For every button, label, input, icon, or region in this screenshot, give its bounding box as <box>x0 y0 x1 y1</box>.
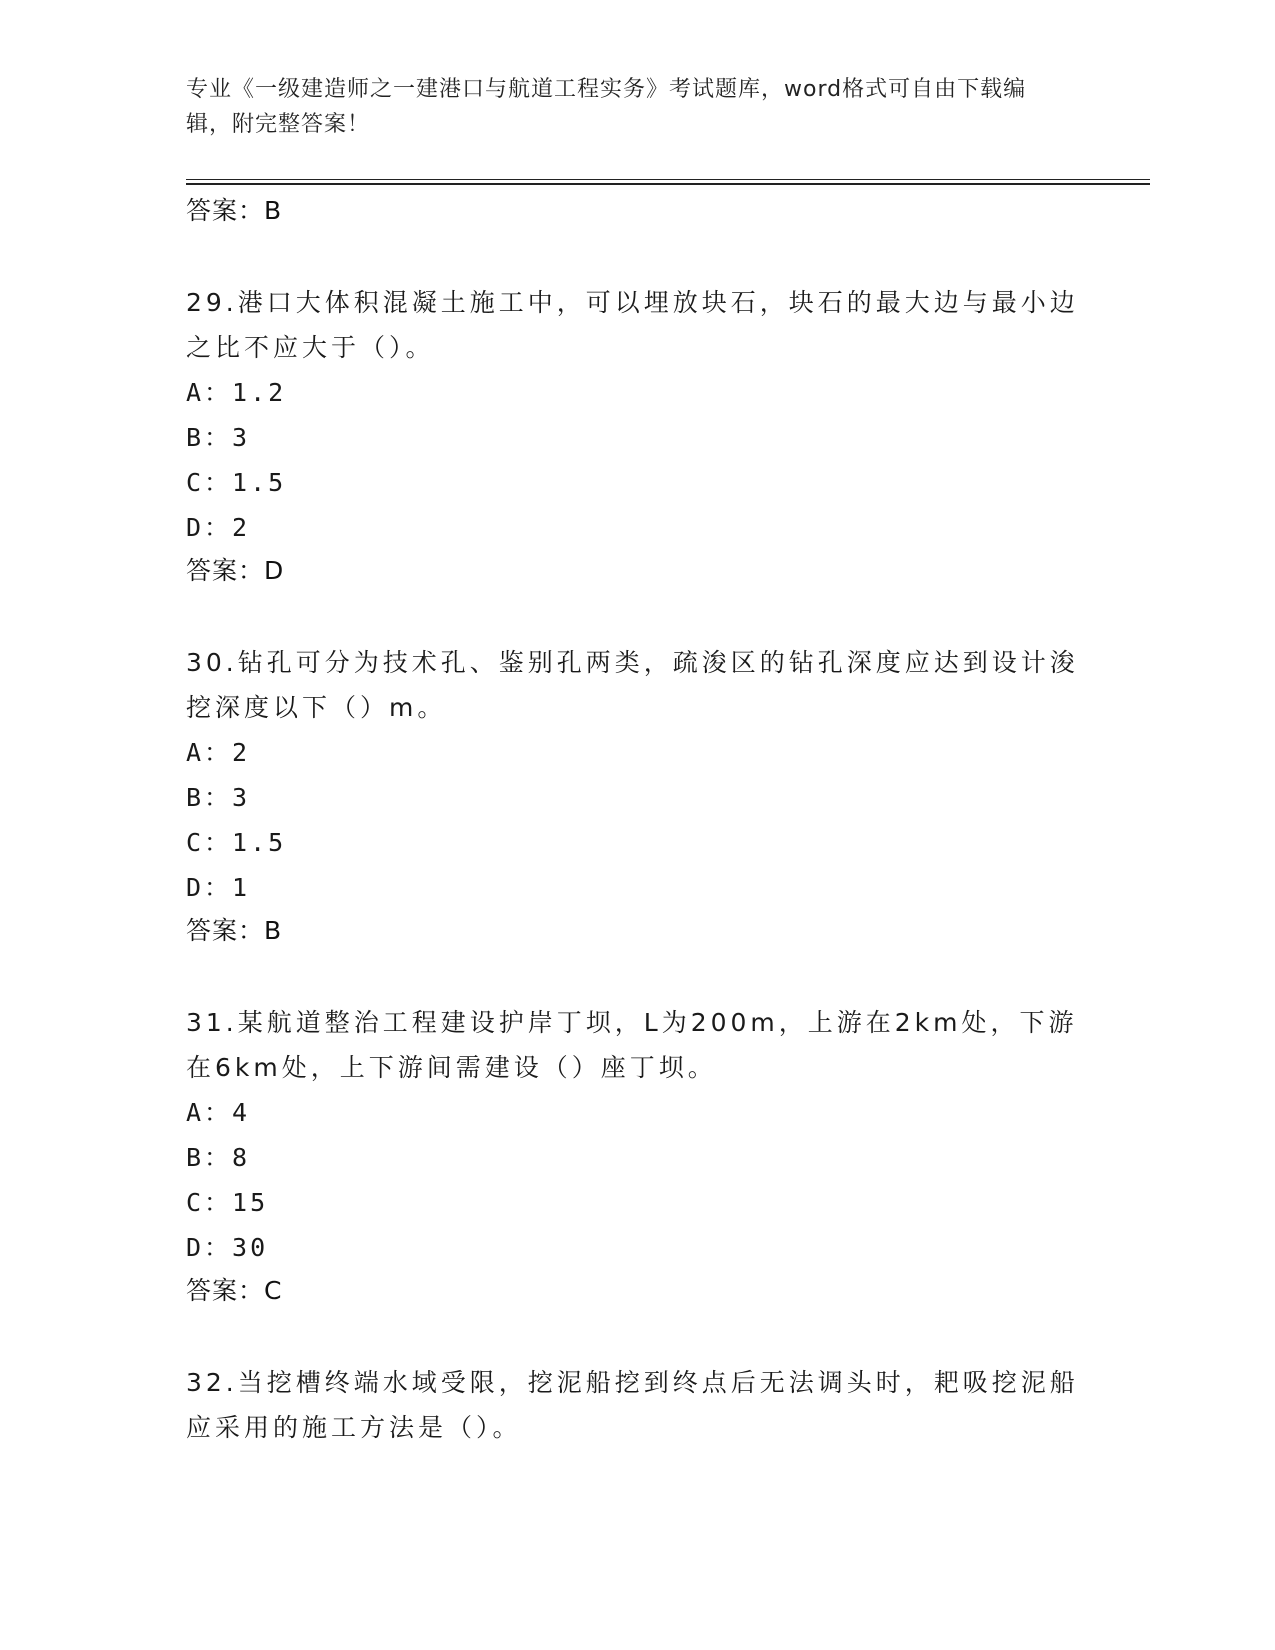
option-b: B：3 <box>186 423 251 452</box>
option-a: A：4 <box>186 1098 251 1127</box>
option-a: A：2 <box>186 738 251 767</box>
option-a: A：1.2 <box>186 378 287 407</box>
option-b: B：3 <box>186 783 251 812</box>
option-c: C：1.5 <box>186 828 287 857</box>
question-stem: 31.某航道整治工程建设护岸丁坝，L为200m，上游在2km处，下游在6km处，上下游间需建设（）座丁坝。 <box>186 1008 1078 1082</box>
header-divider <box>186 179 1150 180</box>
question-31 <box>186 1000 1086 1312</box>
question-stem: 30.钻孔可分为技术孔、鉴别孔两类，疏浚区的钻孔深度应达到设计浚挖深度以下（）m。 <box>186 648 1079 722</box>
question-29 <box>186 280 1086 592</box>
answer-label: 答案：C <box>186 1276 283 1305</box>
option-d: D：30 <box>186 1233 269 1262</box>
page-header: 专业《一级建造师之一建港口与航道工程实务》考试题库，word格式可自由下载编辑，附完整答案！ <box>186 77 1027 137</box>
question-stem: 32.当挖槽终端水域受限，挖泥船挖到终点后无法调头时，耙吸挖泥船应采用的施工方法是（）。 <box>186 1368 1079 1442</box>
question-list <box>186 190 1086 1498</box>
question-32 <box>186 1360 1086 1450</box>
option-c: C：1.5 <box>186 468 287 497</box>
header-divider-thick <box>186 183 1150 185</box>
option-d: D：1 <box>186 873 251 902</box>
answer-label: 答案：D <box>186 556 285 585</box>
option-d: D：2 <box>186 513 251 542</box>
question-stem: 29.港口大体积混凝土施工中，可以埋放块石，块石的最大边与最小边之比不应大于（）。 <box>186 288 1079 362</box>
previous-answer: 答案：B <box>186 196 283 225</box>
question-30 <box>186 640 1086 952</box>
option-b: B：8 <box>186 1143 251 1172</box>
answer-label: 答案：B <box>186 916 283 945</box>
option-c: C：15 <box>186 1188 269 1217</box>
